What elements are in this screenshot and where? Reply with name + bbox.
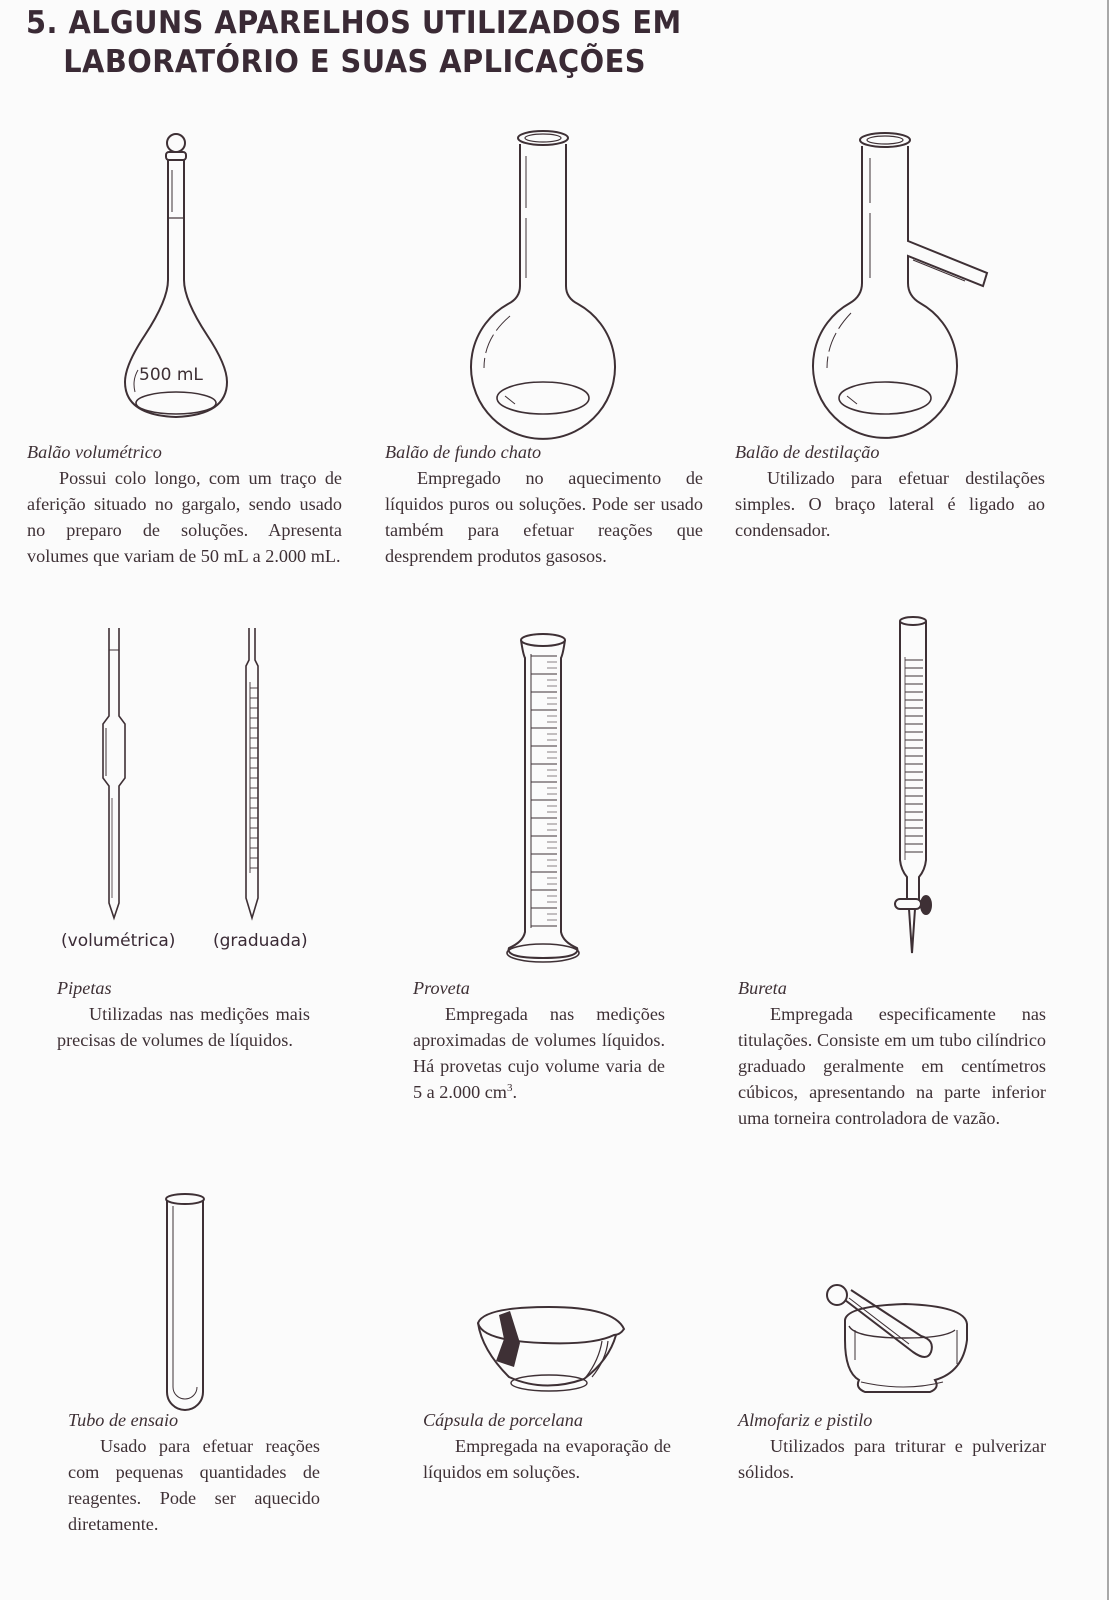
caption-bureta — [738, 975, 1046, 1131]
pipettes-icon — [95, 628, 275, 928]
caption-balao-destilacao — [735, 439, 1045, 543]
burette-icon — [895, 615, 955, 975]
pipette-graduated-label: (graduada) — [213, 931, 308, 951]
distillation-flask-figure — [815, 128, 1005, 428]
title-line-2: LABORATÓRIO E SUAS APLICAÇÕES — [63, 44, 647, 80]
item-description: Empregada especificamente nas titulações. Consiste em um tubo cilíndrico graduado geralmente em centímetros cúbicos, apresentando na parte inferior uma torneira controladora de vazão. — [738, 1004, 1046, 1128]
page-title — [26, 4, 682, 82]
mortar-pestle-icon — [825, 1280, 985, 1400]
flat-bottom-flask-figure — [470, 128, 620, 428]
item-description: Empregado no aquecimento de líquidos puros ou soluções. Pode ser usado também para efetuar reações que desprendem produtos gasosos. — [385, 468, 703, 566]
title-line-1: 5. ALGUNS APARELHOS UTILIZADOS EM — [26, 5, 682, 41]
mortar-pestle-figure — [825, 1280, 985, 1400]
item-name: Tubo de ensaio — [68, 1410, 179, 1430]
graduated-cylinder-figure — [505, 632, 585, 972]
item-name: Pipetas — [57, 978, 112, 998]
pipette-volumetric-label: (volumétrica) — [61, 931, 176, 951]
caption-almofariz-pistilo — [738, 1407, 1046, 1485]
item-description: Utilizados para triturar e pulverizar sólidos. — [738, 1436, 1046, 1482]
porcelain-dish-icon — [474, 1305, 634, 1395]
caption-balao-volumetrico — [27, 439, 342, 569]
item-name: Almofariz e pistilo — [738, 1410, 873, 1430]
caption-pipetas — [57, 975, 310, 1053]
item-name: Bureta — [738, 978, 787, 998]
caption-tubo-ensaio — [68, 1407, 320, 1537]
test-tube-icon — [163, 1192, 207, 1422]
item-description: Utilizado para efetuar destilações simples. O braço lateral é ligado ao condensador. — [735, 468, 1045, 540]
item-description: Utilizadas nas medições mais precisas de volumes de líquidos. — [57, 1004, 310, 1050]
pipettes-figure — [95, 628, 275, 928]
caption-capsula-porcelana — [423, 1407, 671, 1485]
item-description: Empregada na evaporação de líquidos em soluções. — [423, 1436, 671, 1482]
burette-figure — [895, 615, 955, 975]
caption-balao-fundo-chato — [385, 439, 703, 569]
test-tube-figure — [163, 1192, 207, 1422]
page-edge — [1107, 0, 1114, 1600]
item-name: Balão de fundo chato — [385, 442, 542, 462]
item-name: Balão volumétrico — [27, 442, 162, 462]
flask-volume-label: 500 mL — [139, 365, 203, 385]
item-name: Cápsula de porcelana — [423, 1410, 583, 1430]
flat-bottom-flask-icon — [470, 128, 620, 428]
volumetric-flask-figure — [110, 130, 250, 430]
distillation-flask-icon — [815, 128, 1005, 428]
item-description: Possui colo longo, com um traço de aferição situado no gargalo, sendo usado no preparo de soluções. Apresenta volumes que variam de 50 mL a 2.000 mL. — [27, 468, 342, 566]
item-name: Proveta — [413, 978, 470, 998]
volumetric-flask-icon — [110, 130, 250, 430]
porcelain-dish-figure — [474, 1305, 634, 1395]
caption-proveta — [413, 975, 665, 1105]
item-description: Empregada nas medições aproximadas de volumes líquidos. Há provetas cujo volume varia de 5 a 2.000 $cm^3$. — [413, 1004, 665, 1102]
item-name: Balão de destilação — [735, 442, 880, 462]
graduated-cylinder-icon — [505, 632, 585, 972]
item-description: Usado para efetuar reações com pequenas quantidades de reagentes. Pode ser aquecido diretamente. — [68, 1436, 320, 1534]
